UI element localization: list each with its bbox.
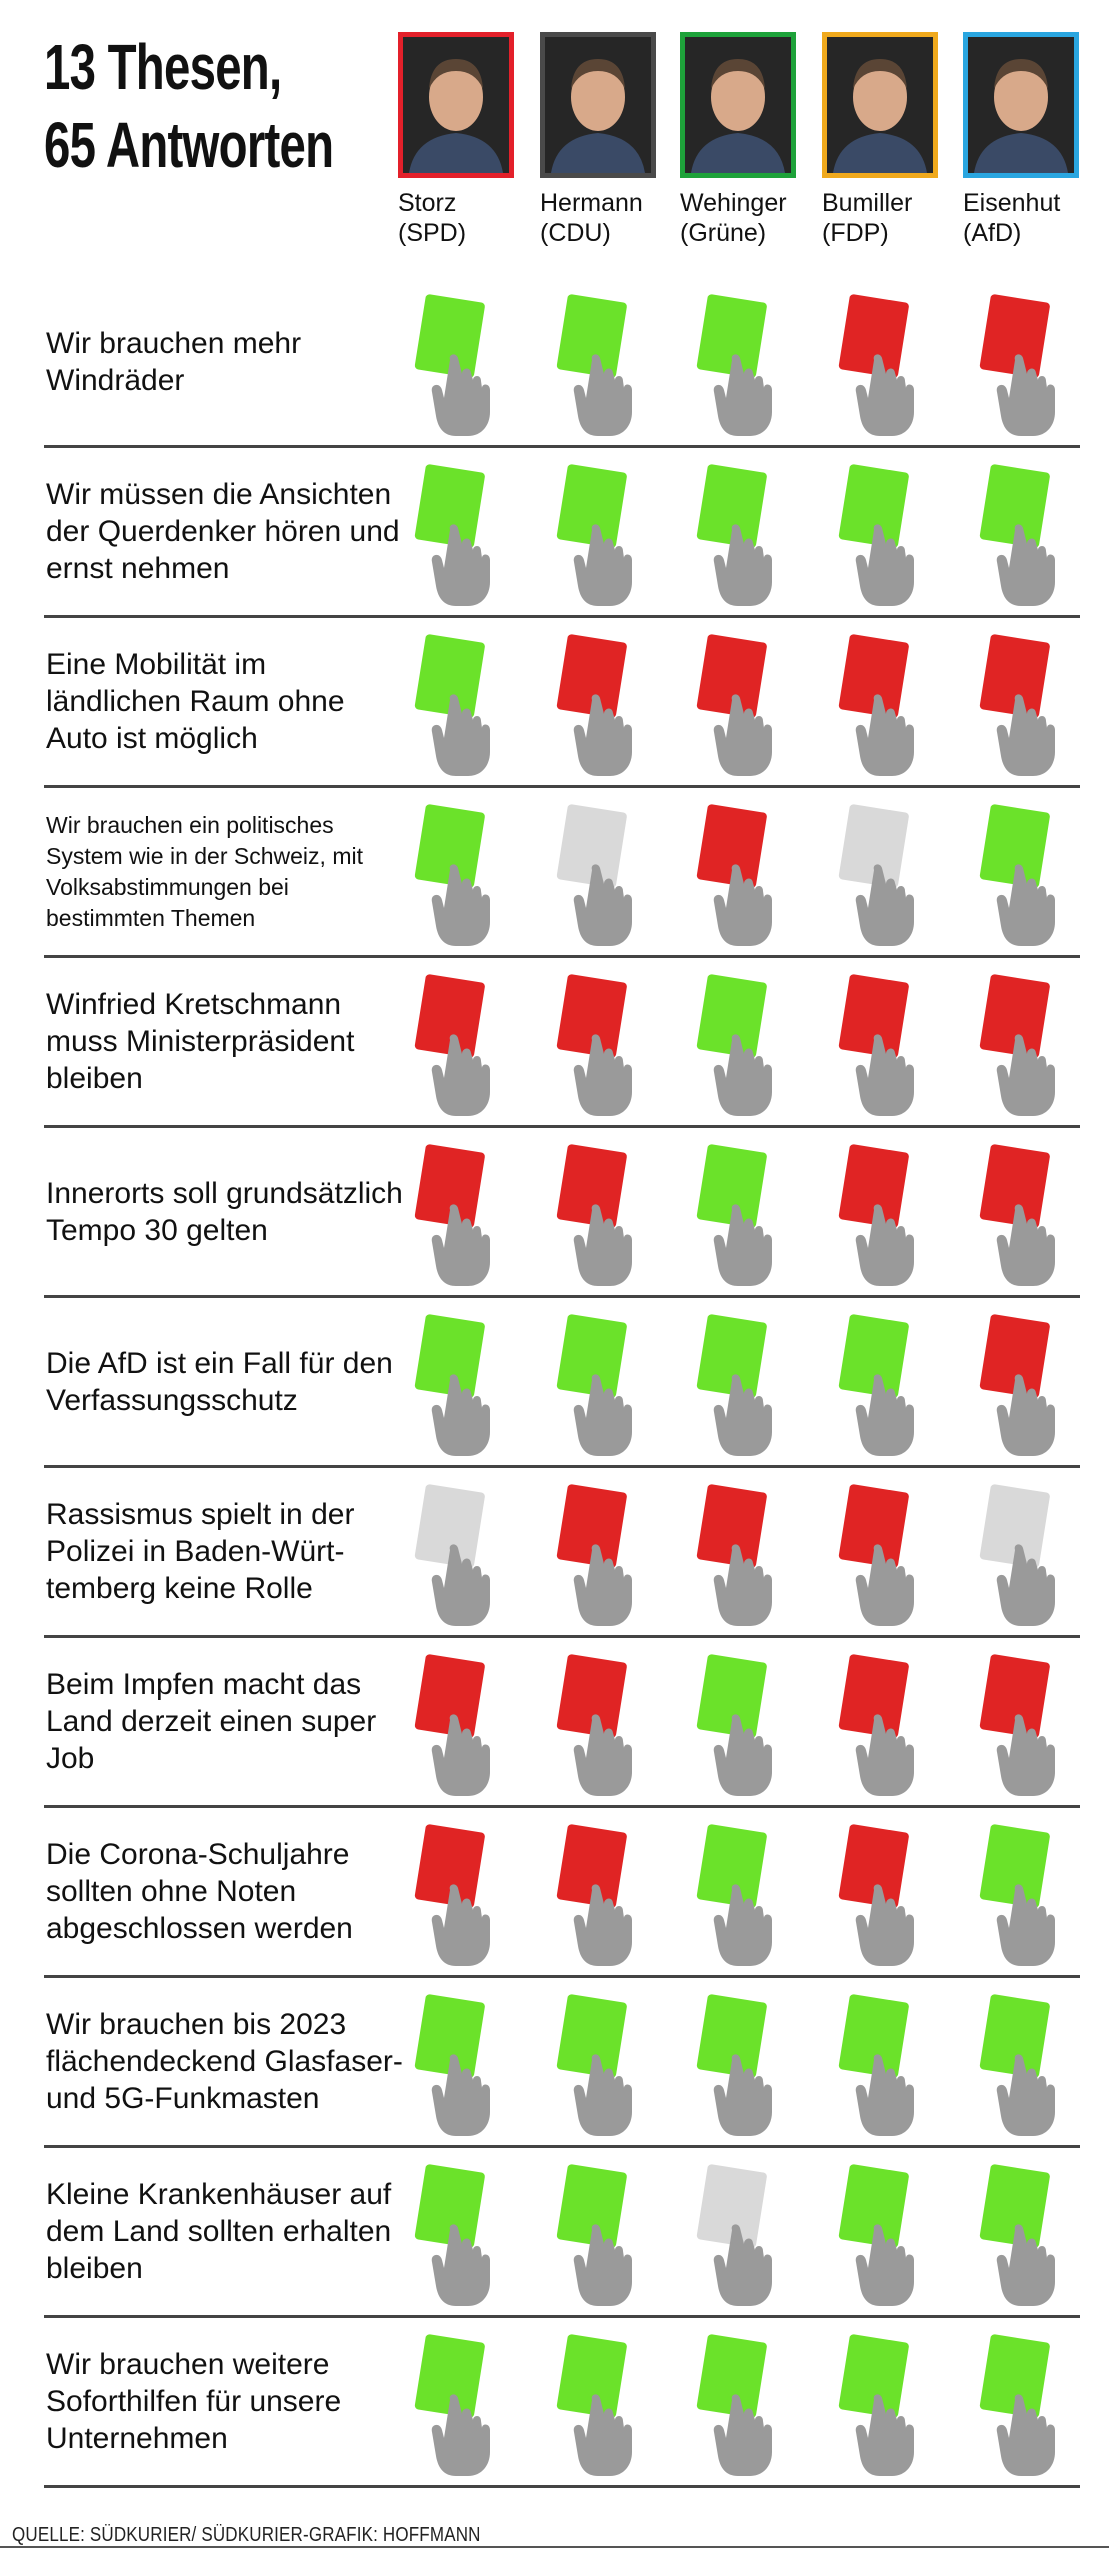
vote-card-yes bbox=[692, 1140, 784, 1295]
candidate-party: (Grüne) bbox=[680, 219, 767, 247]
candidate-name bbox=[398, 188, 520, 248]
thesis-row bbox=[44, 618, 1080, 788]
thesis-row bbox=[44, 788, 1080, 958]
vote-card-yes bbox=[410, 800, 502, 955]
candidate-1 bbox=[540, 32, 662, 248]
vote-card-yes bbox=[552, 290, 644, 445]
vote-card-no bbox=[692, 1480, 784, 1635]
vote-card-yes bbox=[692, 2330, 784, 2485]
candidate-surname: Storz bbox=[398, 189, 457, 217]
vote-card-yes bbox=[975, 2330, 1067, 2485]
vote-card-yes bbox=[410, 460, 502, 615]
vote-card-yes bbox=[410, 630, 502, 785]
vote-card-neutral bbox=[552, 800, 644, 955]
candidate-4 bbox=[963, 32, 1085, 248]
vote-card-yes bbox=[975, 1820, 1067, 1975]
thesis-row bbox=[44, 1128, 1080, 1298]
vote-card-yes bbox=[692, 460, 784, 615]
vote-card-no bbox=[834, 1820, 926, 1975]
vote-card-no bbox=[552, 1650, 644, 1805]
candidate-photo bbox=[398, 32, 514, 178]
title-line-1: 13 Thesen, bbox=[44, 31, 282, 103]
vote-card-no bbox=[834, 630, 926, 785]
vote-card-neutral bbox=[975, 1480, 1067, 1635]
thesis-text: Winfried Kretschmann muss Ministerpräsident bleiben bbox=[46, 988, 355, 1095]
thesis-text-cell bbox=[46, 958, 406, 1125]
vote-card-yes bbox=[975, 800, 1067, 955]
vote-card-no bbox=[834, 970, 926, 1125]
footer-divider bbox=[0, 2546, 1109, 2548]
vote-card-no bbox=[834, 1480, 926, 1635]
candidate-party: (CDU) bbox=[540, 219, 611, 247]
vote-card-yes bbox=[834, 2330, 926, 2485]
thesis-text: Beim Impfen macht das Land derzeit einen super Job bbox=[46, 1668, 377, 1775]
candidate-3 bbox=[822, 32, 944, 248]
vote-card-yes bbox=[410, 1990, 502, 2145]
vote-card-yes bbox=[410, 2330, 502, 2485]
candidate-name bbox=[680, 188, 802, 248]
vote-card-yes bbox=[692, 1310, 784, 1465]
vote-card-yes bbox=[552, 2330, 644, 2485]
candidate-surname: Wehinger bbox=[680, 189, 787, 217]
vote-card-yes bbox=[834, 460, 926, 615]
candidate-party: (AfD) bbox=[963, 219, 1022, 247]
candidate-2 bbox=[680, 32, 802, 248]
thesis-row bbox=[44, 1978, 1080, 2148]
thesis-row bbox=[44, 1468, 1080, 1638]
vote-card-no bbox=[834, 290, 926, 445]
candidate-surname: Hermann bbox=[540, 189, 643, 217]
vote-card-yes bbox=[834, 1310, 926, 1465]
vote-card-yes bbox=[975, 1990, 1067, 2145]
vote-card-yes bbox=[552, 1310, 644, 1465]
vote-card-yes bbox=[692, 1820, 784, 1975]
candidate-photo bbox=[822, 32, 938, 178]
candidate-surname: Eisenhut bbox=[963, 189, 1061, 217]
thesis-text-cell bbox=[46, 1638, 406, 1805]
vote-card-no bbox=[975, 970, 1067, 1125]
vote-card-no bbox=[692, 800, 784, 955]
thesis-text-cell bbox=[46, 278, 406, 445]
vote-card-yes bbox=[552, 1990, 644, 2145]
vote-card-yes bbox=[552, 460, 644, 615]
candidate-surname: Bumiller bbox=[822, 189, 913, 217]
thesis-text-cell bbox=[46, 1128, 406, 1295]
vote-card-yes bbox=[410, 2160, 502, 2315]
vote-card-no bbox=[552, 1140, 644, 1295]
thesis-text-cell bbox=[46, 1298, 406, 1465]
vote-card-yes bbox=[975, 2160, 1067, 2315]
thesis-text: Eine Mobilität im ländlichen Raum ohne Auto ist möglich bbox=[46, 648, 345, 755]
vote-card-yes bbox=[834, 1990, 926, 2145]
vote-card-no bbox=[552, 630, 644, 785]
vote-card-yes bbox=[552, 2160, 644, 2315]
thesis-text: Wir brauchen mehr Windräder bbox=[46, 326, 302, 397]
vote-card-no bbox=[975, 1310, 1067, 1465]
vote-card-no bbox=[834, 1140, 926, 1295]
thesis-text-cell bbox=[46, 1808, 406, 1975]
thesis-text: Wir müssen die Ansichten der Querdenker hören und ernst nehmen bbox=[46, 478, 400, 585]
candidate-photo bbox=[680, 32, 796, 178]
thesis-text: Wir brauchen bis 2023 flächendeckend Glasfaser- und 5G-Funkmasten bbox=[46, 2008, 403, 2115]
thesis-text: Die AfD ist ein Fall für den Verfassungsschutz bbox=[46, 1346, 393, 1417]
candidate-name bbox=[540, 188, 662, 248]
thesis-text: Rassismus spielt in der Polizei in Baden-Würt-temberg keine Rolle bbox=[46, 1498, 355, 1605]
thesis-row bbox=[44, 1638, 1080, 1808]
vote-card-no bbox=[692, 630, 784, 785]
thesis-text-cell bbox=[46, 2148, 406, 2315]
thesis-text-cell bbox=[46, 618, 406, 785]
vote-card-no bbox=[410, 1650, 502, 1805]
candidate-photo bbox=[540, 32, 656, 178]
thesis-text-cell bbox=[46, 1468, 406, 1635]
thesis-text-cell bbox=[46, 1978, 406, 2145]
candidate-party: (FDP) bbox=[822, 219, 889, 247]
vote-card-no bbox=[410, 970, 502, 1125]
vote-card-no bbox=[975, 1650, 1067, 1805]
vote-card-yes bbox=[834, 2160, 926, 2315]
thesis-row bbox=[44, 2148, 1080, 2318]
vote-card-no bbox=[410, 1820, 502, 1975]
thesis-text: Wir brauchen ein politisches System wie in der Schweiz, mit Volksabstimmungen bei bestimmten Themen bbox=[46, 811, 363, 931]
vote-card-neutral bbox=[410, 1480, 502, 1635]
source-credit: QUELLE: SÜDKURIER/ SÜDKURIER-GRAFIK: HOFFMANN bbox=[12, 2524, 481, 2546]
thesis-row bbox=[44, 1298, 1080, 1468]
vote-card-no bbox=[975, 630, 1067, 785]
thesis-text: Die Corona-Schuljahre sollten ohne Noten abgeschlossen werden bbox=[46, 1838, 353, 1945]
candidate-photo bbox=[963, 32, 1079, 178]
thesis-text-cell bbox=[46, 2318, 406, 2485]
vote-card-neutral bbox=[834, 800, 926, 955]
thesis-row bbox=[44, 2318, 1080, 2488]
vote-card-no bbox=[834, 1650, 926, 1805]
thesis-text-cell bbox=[46, 788, 406, 955]
vote-card-no bbox=[975, 290, 1067, 445]
vote-card-yes bbox=[410, 1310, 502, 1465]
candidate-name bbox=[822, 188, 944, 248]
thesis-text-cell bbox=[46, 448, 406, 615]
vote-card-yes bbox=[692, 970, 784, 1125]
candidate-party: (SPD) bbox=[398, 219, 467, 247]
vote-card-yes bbox=[692, 1650, 784, 1805]
vote-card-yes bbox=[410, 290, 502, 445]
vote-card-no bbox=[552, 970, 644, 1125]
thesis-row bbox=[44, 278, 1080, 448]
thesis-text: Innerorts soll grundsätzlich Tempo 30 gelten bbox=[46, 1176, 403, 1247]
candidate-0 bbox=[398, 32, 520, 248]
vote-card-no bbox=[975, 1140, 1067, 1295]
thesis-row bbox=[44, 448, 1080, 618]
candidate-name bbox=[963, 188, 1085, 248]
thesis-row bbox=[44, 1808, 1080, 1978]
page-title bbox=[44, 28, 374, 184]
vote-card-yes bbox=[692, 1990, 784, 2145]
vote-card-yes bbox=[692, 290, 784, 445]
thesis-text: Wir brauchen weitere Soforthilfen für unsere Unternehmen bbox=[46, 2348, 342, 2455]
vote-card-no bbox=[410, 1140, 502, 1295]
vote-card-no bbox=[552, 1820, 644, 1975]
thesis-text: Kleine Krankenhäuser auf dem Land sollten erhalten bleiben bbox=[46, 2178, 392, 2285]
vote-card-no bbox=[552, 1480, 644, 1635]
vote-card-yes bbox=[975, 460, 1067, 615]
vote-card-neutral bbox=[692, 2160, 784, 2315]
title-line-2: 65 Antworten bbox=[44, 109, 334, 181]
thesis-row bbox=[44, 958, 1080, 1128]
